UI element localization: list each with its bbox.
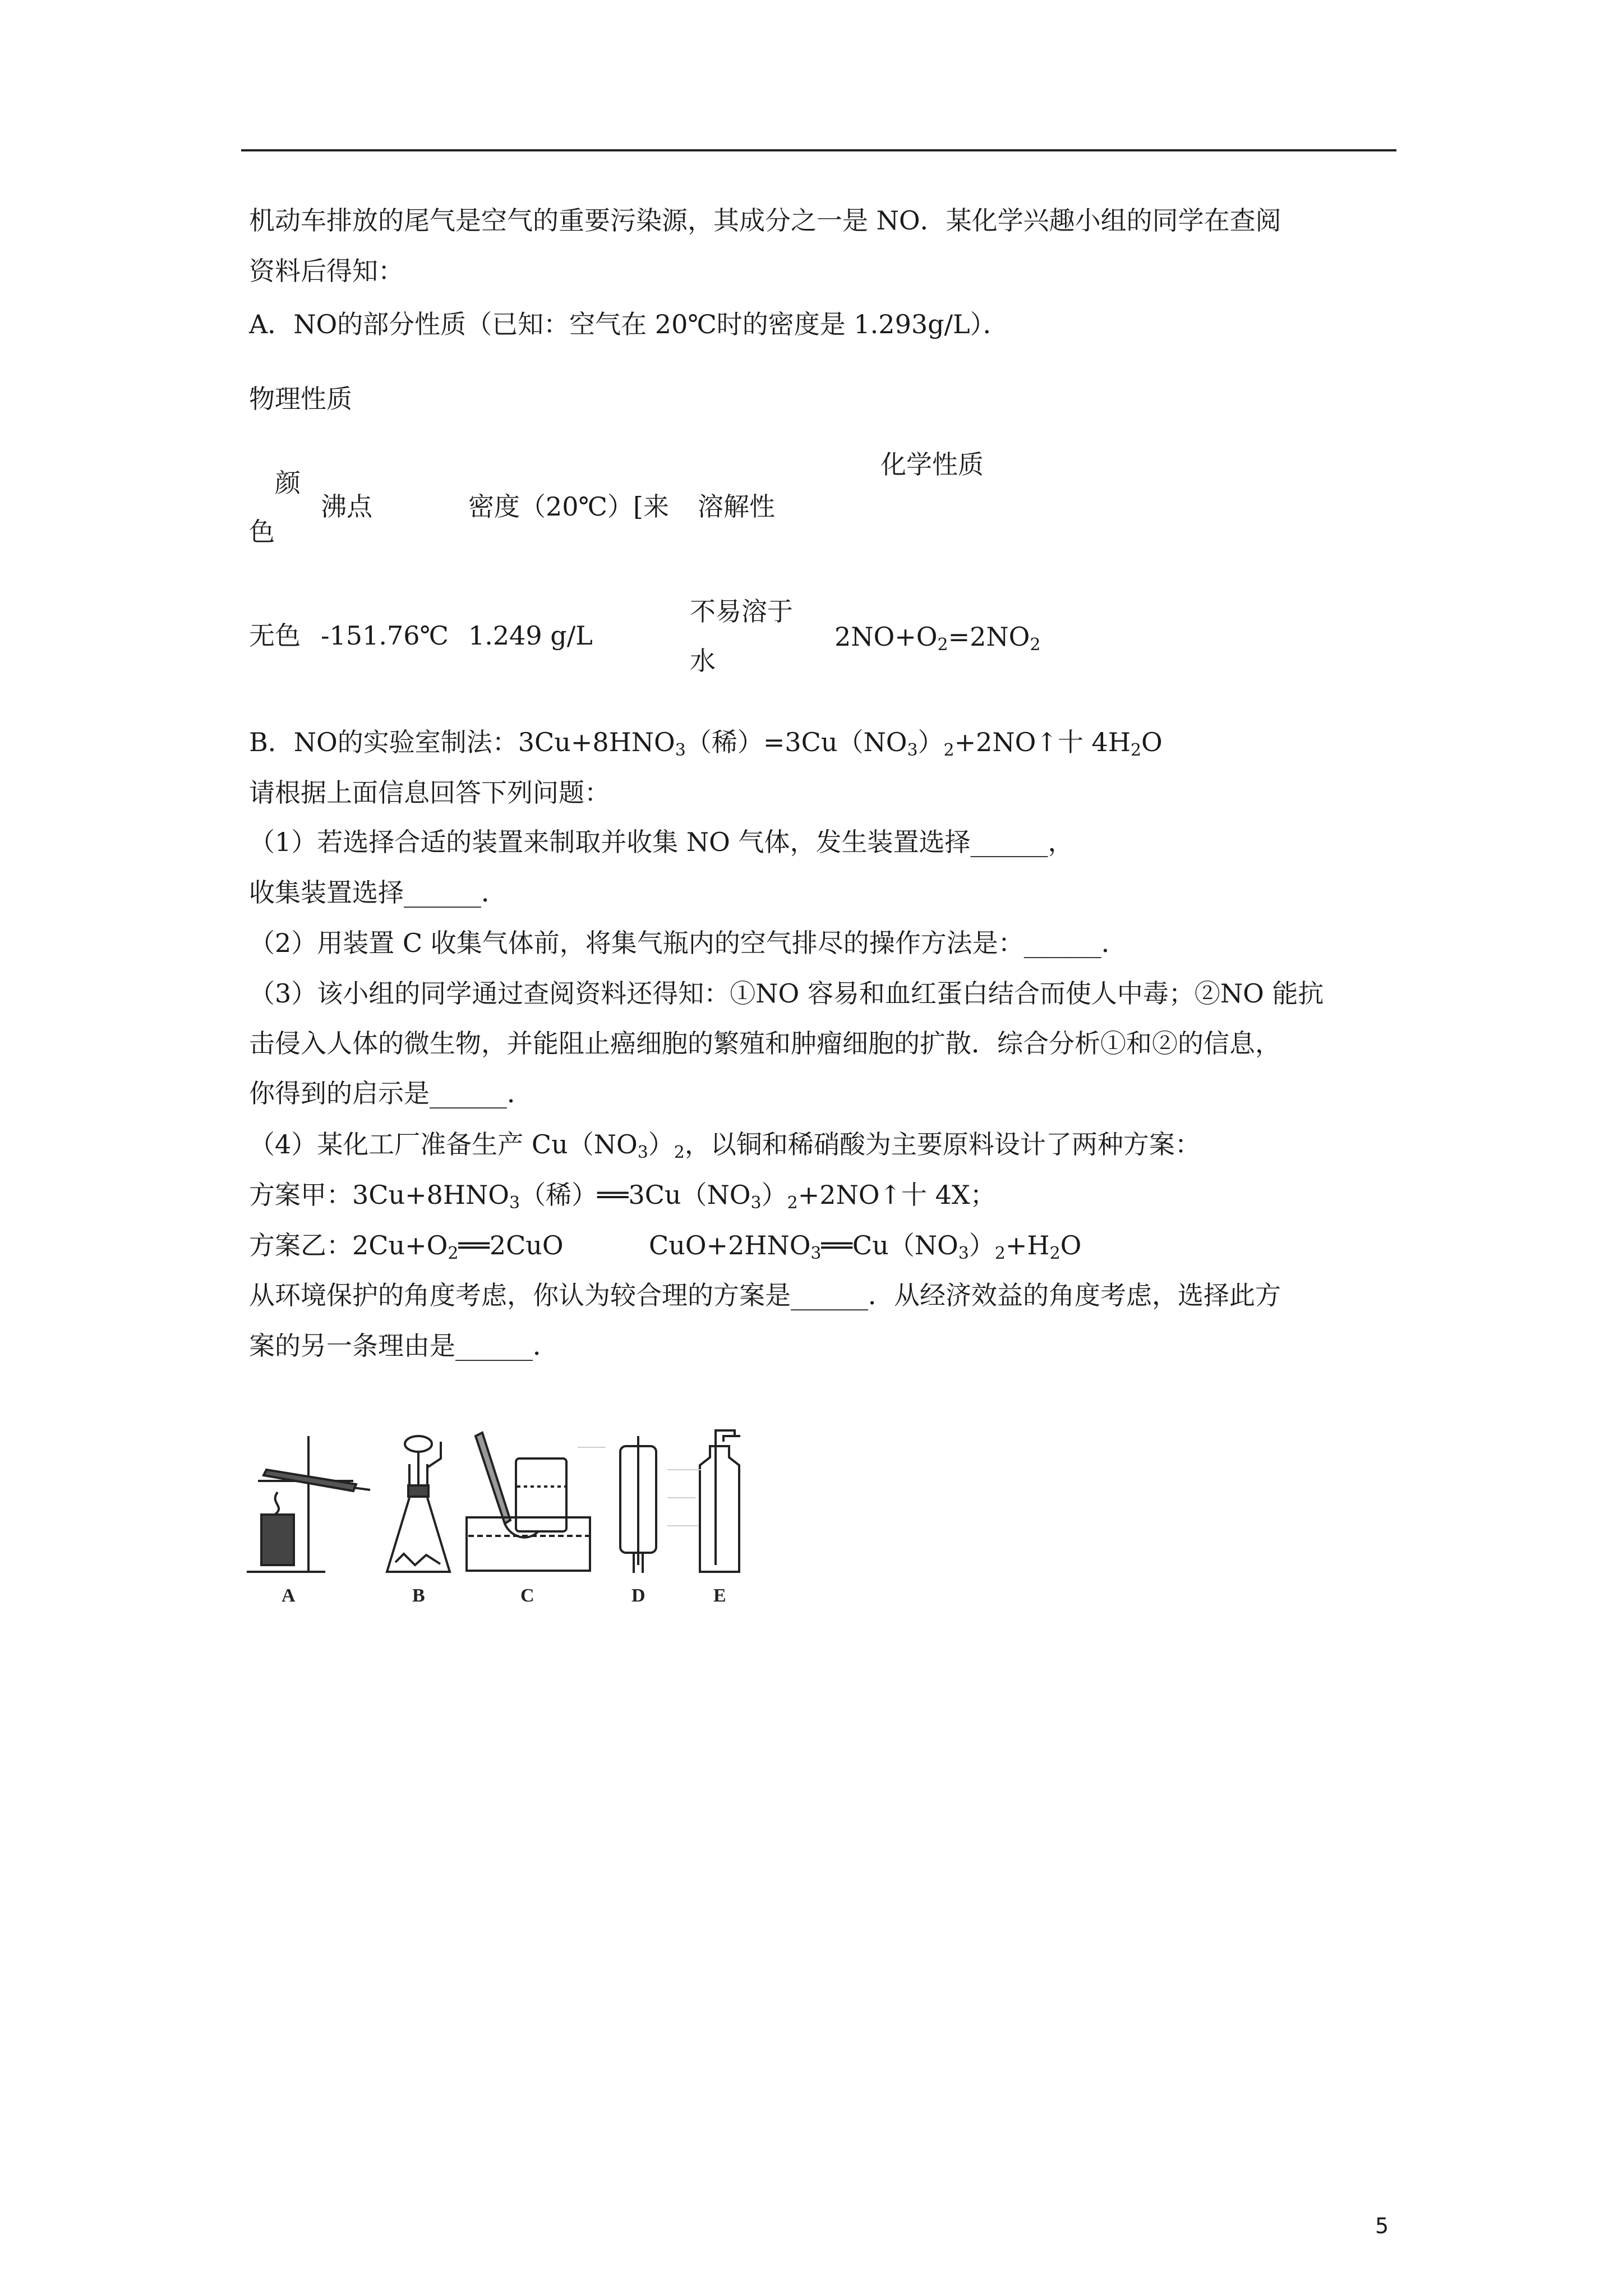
question-3-line-3: 你得到的启示是______． <box>249 1078 533 1108</box>
answer-blank[interactable]: ______ <box>1023 928 1101 958</box>
section-b: B．NO的实验室制法：$3Cu+8HNO_3$（稀）$=3Cu(NO_3)_2+2NO↑$十 $4H_2O$ <box>249 727 1163 760</box>
section-a: A．NO的部分性质（已知：空气在 20℃时的密度是 1.293g/L）． <box>249 309 1009 339</box>
apparatus-label-c: C <box>520 1585 534 1606</box>
question-1-line-2: 收集装置选择______． <box>249 877 507 908</box>
table-col-color-top: 颜 <box>275 468 301 498</box>
answer-blank[interactable]: ______ <box>791 1280 868 1310</box>
table-val-solubility-top: 不易溶于 <box>690 596 793 627</box>
table-val-boiling: -151.76℃ <box>321 620 449 651</box>
apparatus-a <box>247 1436 370 1572</box>
apparatus-label-a: A <box>282 1585 296 1606</box>
table-val-density: 1.249 g/L <box>468 620 593 651</box>
table-val-chemical: $2NO+O_2=2NO_2$ <box>834 622 1041 655</box>
question-1-line-1: （1）若选择合适的装置来制取并收集 NO 气体，发生装置选择______， <box>249 827 1074 857</box>
question-4-followup-line-1: 从环境保护的角度考虑，你认为较合理的方案是______．从经济效益的角度考虑，选择此方 <box>249 1280 1281 1310</box>
answer-blank[interactable]: ______ <box>970 827 1048 857</box>
plan-jia: 方案甲：$3Cu+8HNO_3$（稀）$══3Cu(NO_3)_2+2NO↑$十 4X； <box>249 1180 996 1213</box>
apparatus-c <box>467 1433 590 1571</box>
table-chemical-header: 化学性质 <box>880 449 984 480</box>
apparatus-e <box>700 1430 740 1572</box>
intro-line-1: 机动车排放的尾气是空气的重要污染源，其成分之一是 NO．某化学兴趣小组的同学在查阅 <box>249 205 1281 236</box>
apparatus-label-e: E <box>713 1585 726 1606</box>
table-physical-header: 物理性质 <box>249 384 352 414</box>
apparatus-label-d: D <box>631 1585 645 1606</box>
answer-blank[interactable]: ______ <box>455 1331 533 1361</box>
question-2: （2）用装置 C 收集气体前，将集气瓶内的空气排尽的操作方法是：______． <box>249 928 1127 958</box>
table-val-color: 无色 <box>249 620 301 651</box>
apparatus-d <box>620 1436 656 1573</box>
table-col-density: 密度（20℃）[来 <box>468 491 669 522</box>
plan-yi-step-2: $CuO+2HNO_3══Cu(NO_3)_2+H_2O$ <box>649 1230 1082 1263</box>
question-3-line-2: 击侵入人体的微生物，并能阻止癌细胞的繁殖和肿瘤细胞的扩散．综合分析①和②的信息， <box>249 1028 1281 1059</box>
page-number: 5 <box>1375 2214 1389 2238</box>
plan-yi-step-1: 方案乙：$2Cu+O_2══2CuO$ <box>249 1230 564 1263</box>
apparatus-b <box>387 1436 450 1572</box>
question-4-followup-line-2: 案的另一条理由是______． <box>249 1331 559 1361</box>
answer-blank[interactable]: ______ <box>430 1078 507 1108</box>
question-3-line-1: （3）该小组的同学通过查阅资料还得知：①NO 容易和血红蛋白结合而使人中毒；②NO 能抗 <box>249 978 1324 1009</box>
prompt: 请根据上面信息回答下列问题： <box>249 777 610 808</box>
table-col-color-bottom: 色 <box>249 517 275 547</box>
apparatus-figure <box>241 1425 824 1616</box>
question-4: （4）某化工厂准备生产 $Cu(NO_3)_2$，以铜和稀硝酸为主要原料设计了两种方案： <box>249 1129 1201 1162</box>
intro-line-2: 资料后得知： <box>249 256 404 286</box>
table-val-solubility-bottom: 水 <box>690 646 716 676</box>
answer-blank[interactable]: ______ <box>404 877 481 908</box>
header-rule <box>241 149 1396 151</box>
table-col-solubility: 溶解性 <box>698 491 775 522</box>
table-col-boiling: 沸点 <box>321 491 372 522</box>
apparatus-label-b: B <box>412 1585 425 1606</box>
